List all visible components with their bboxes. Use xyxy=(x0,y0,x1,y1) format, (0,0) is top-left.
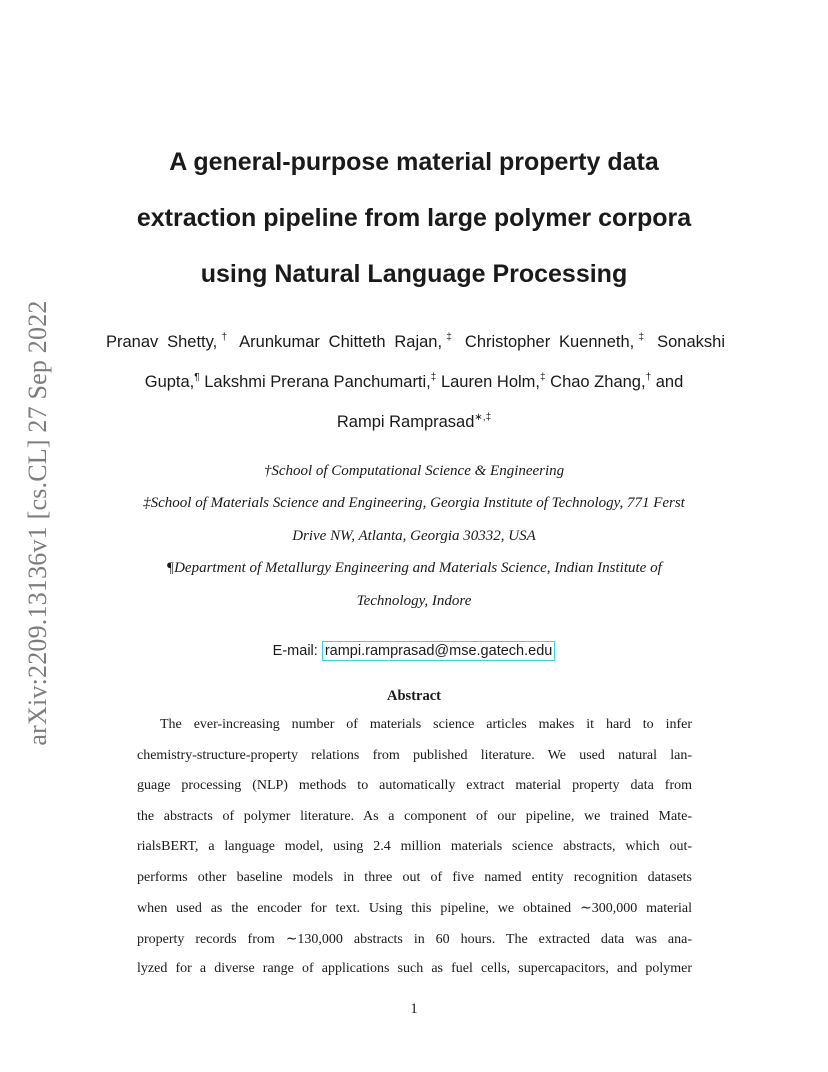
affiliation-line-1: †School of Computational Science & Engineering xyxy=(263,463,565,479)
author-conjunction: and xyxy=(655,373,684,391)
author-line-3 xyxy=(0,413,828,432)
paper-title-line-1: A general-purpose material property data xyxy=(169,148,659,176)
email-link[interactable]: rampi.ramprasad@mse.gatech.edu xyxy=(322,641,556,661)
abstract-line: when used as the encoder for text. Using this pipeline, we obtained ∼300,000 material xyxy=(137,901,692,916)
abstract-line: the abstracts of polymer literature. As a component of our pipeline, we trained Mate- xyxy=(137,809,692,824)
author-line-2 xyxy=(0,373,828,392)
author-name: Rampi Ramprasad∗,‡ xyxy=(336,412,492,431)
abstract-line: property records from ∼130,000 abstracts in 60 hours. The extracted data was ana- xyxy=(137,932,692,947)
affiliation-line-2: ‡School of Materials Science and Engineering, Georgia Institute of Technology, 771 Ferst xyxy=(143,495,685,511)
affiliation-line-5: Technology, Indore xyxy=(356,593,472,609)
arxiv-identifier-stamp: arXiv:2209.13136v1 [cs.CL] 27 Sep 2022 xyxy=(23,300,52,746)
affiliation-line-3: Drive NW, Atlanta, Georgia 30332, USA xyxy=(292,528,536,544)
author-name: Chao Zhang,† xyxy=(550,372,652,391)
author-name: Lakshmi Prerana Panchumarti,‡ xyxy=(204,372,437,391)
email-row xyxy=(0,641,828,661)
paper-title-line-3: using Natural Language Processing xyxy=(200,260,628,288)
author-name: Lauren Holm,‡ xyxy=(440,372,546,391)
author-line-1 xyxy=(106,333,725,352)
affiliation-line-4: ¶Department of Metallurgy Engineering and Materials Science, Indian Institute of xyxy=(166,560,662,576)
abstract-line: guage processing (NLP) methods to automatically extract material property data from xyxy=(137,778,692,793)
author-name: Christopher Kuenneth,‡ xyxy=(464,332,649,351)
paper-title-line-2: extraction pipeline from large polymer corpora xyxy=(136,204,692,232)
author-name: Pranav Shetty,† xyxy=(106,332,232,351)
page-number: 1 xyxy=(410,1001,418,1017)
email-label: E-mail: xyxy=(272,643,318,659)
author-name: Gupta,¶ xyxy=(144,372,200,391)
abstract-line: The ever-increasing number of materials science articles makes it hard to infer xyxy=(160,717,692,732)
abstract-line: performs other baseline models in three out of five named entity recognition datasets xyxy=(137,870,692,885)
abstract-heading: Abstract xyxy=(387,688,441,704)
author-name: Sonakshi xyxy=(657,333,726,351)
abstract-line: rialsBERT, a language model, using 2.4 million materials science abstracts, which out- xyxy=(137,839,692,854)
abstract-line: lyzed for a diverse range of applications such as fuel cells, supercapacitors, and polymer xyxy=(137,961,692,976)
author-name: Arunkumar Chitteth Rajan,‡ xyxy=(239,332,457,351)
abstract-line: chemistry-structure-property relations from published literature. We used natural lan- xyxy=(137,748,692,763)
